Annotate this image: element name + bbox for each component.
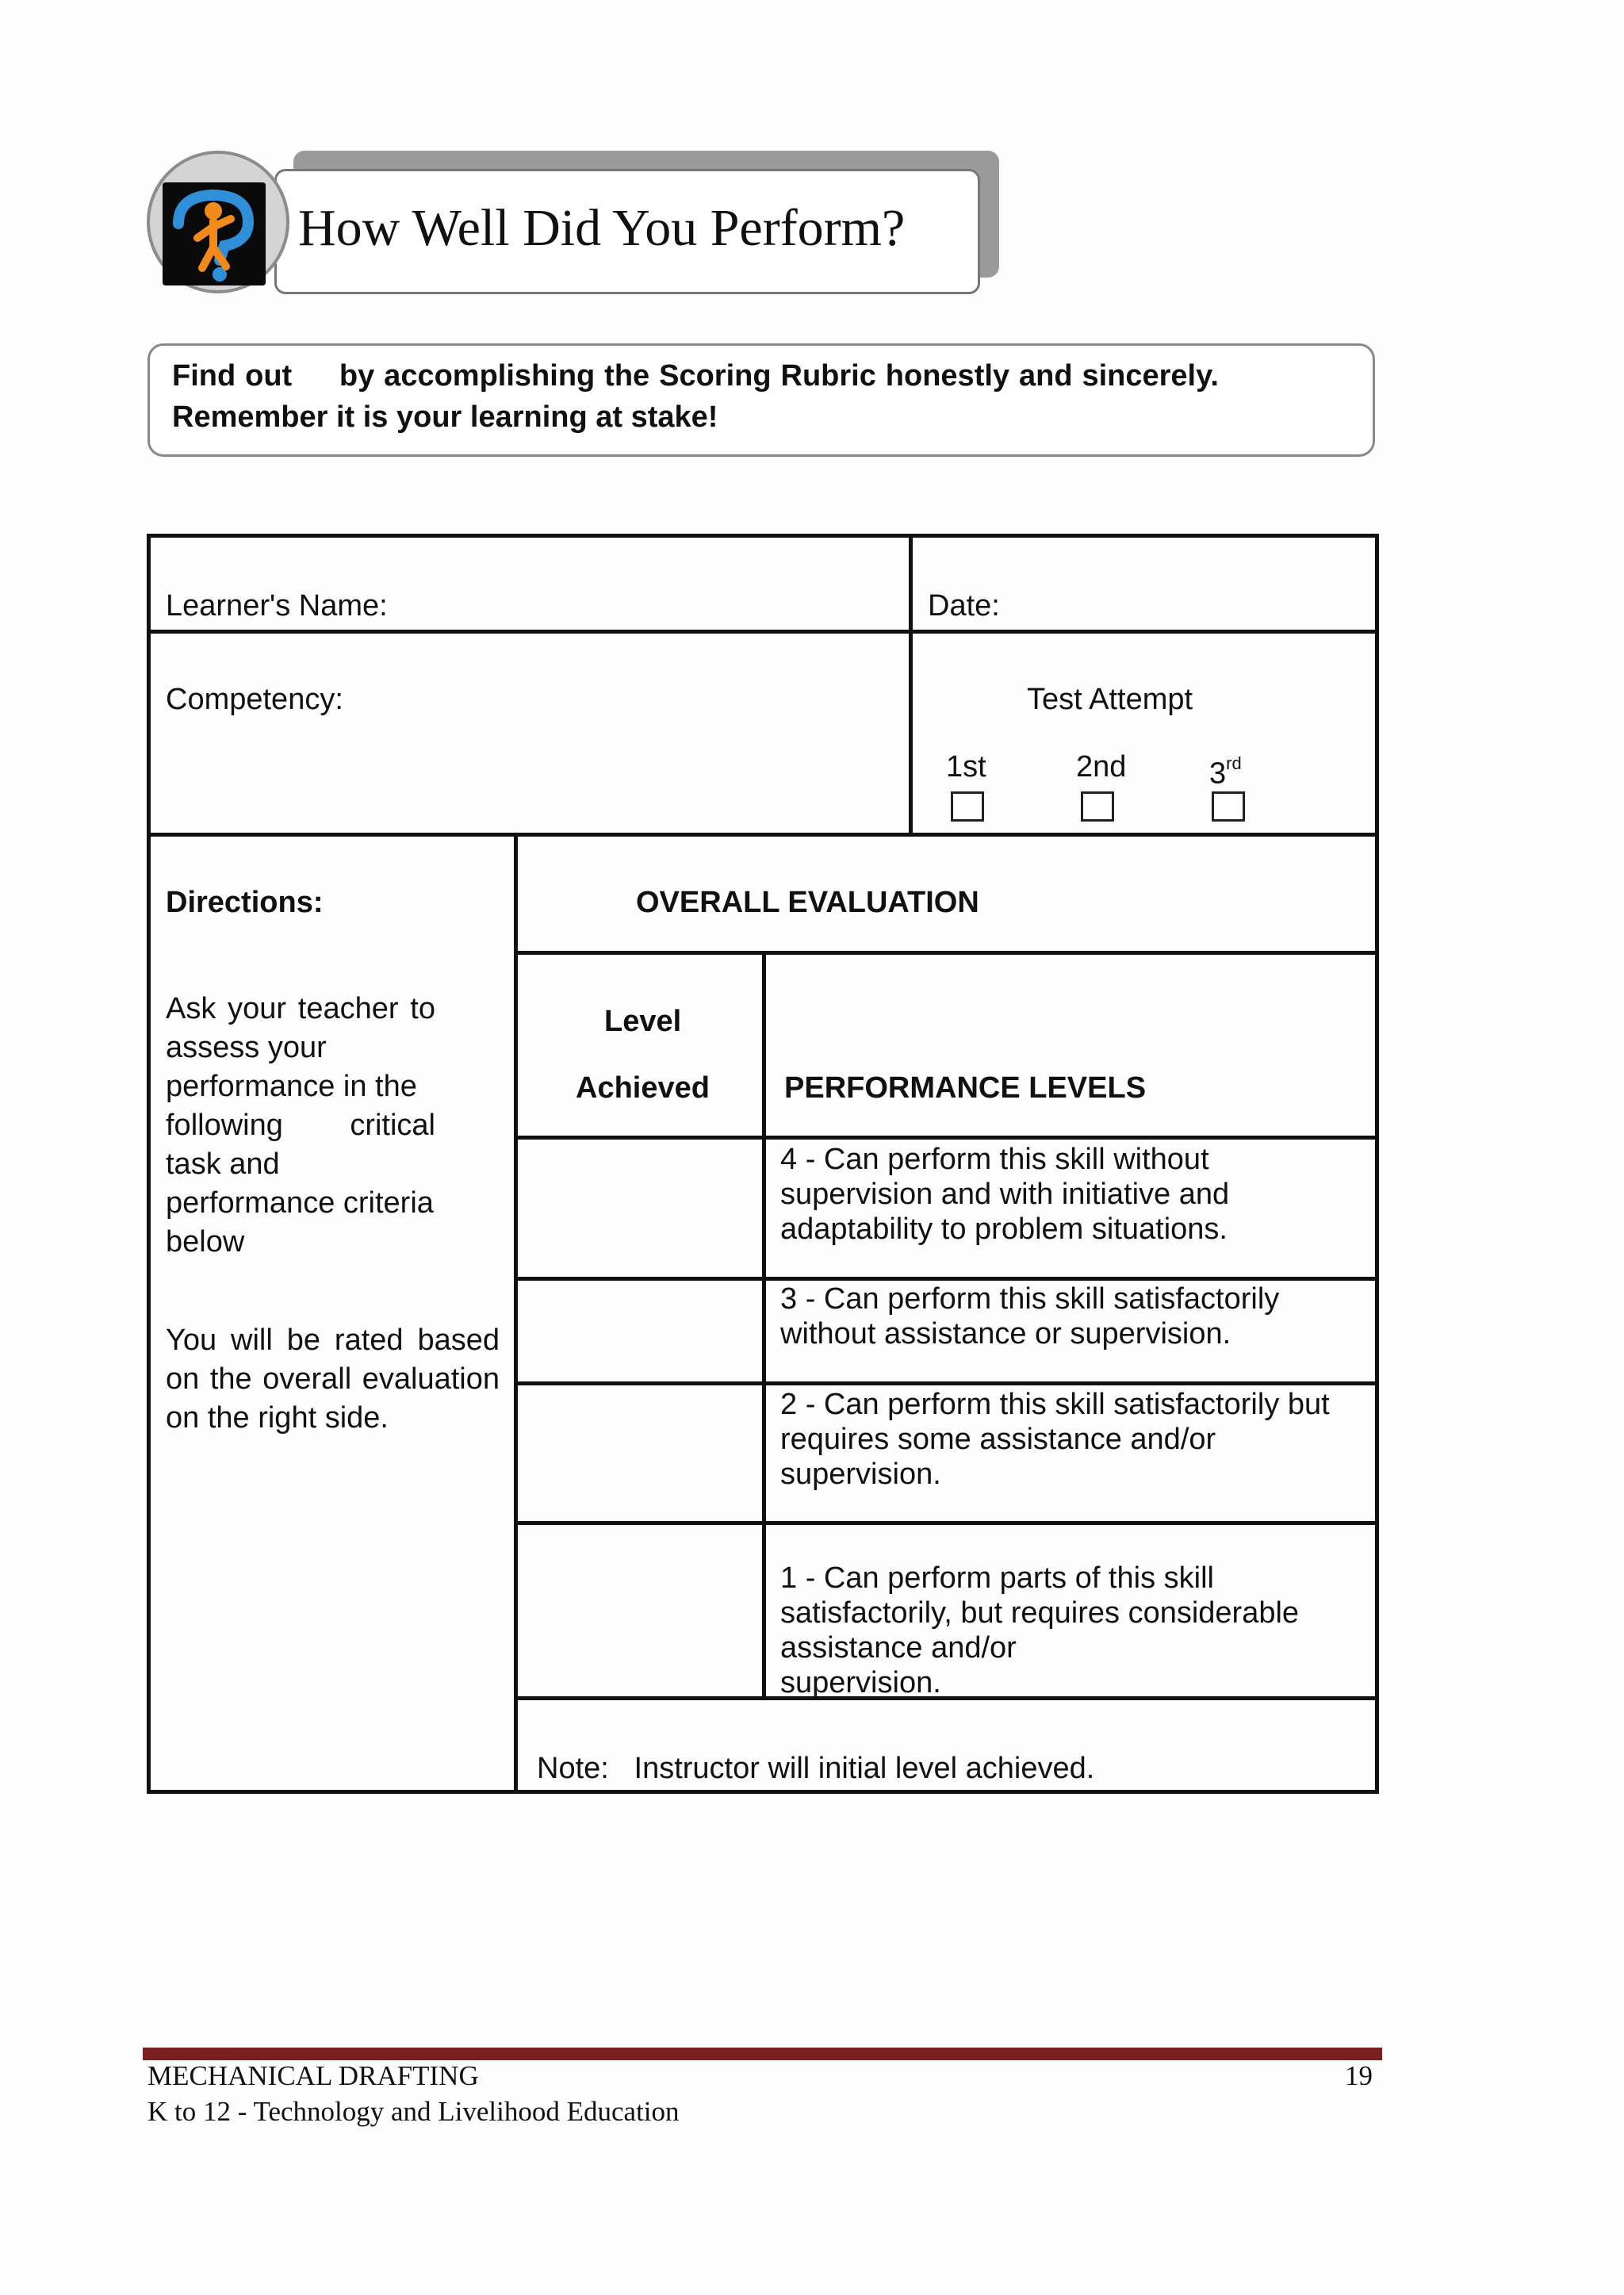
attempt-3rd-label: 3rd (1209, 753, 1242, 791)
attempt-1st-checkbox[interactable] (951, 791, 984, 822)
page-number: 19 (1345, 2060, 1373, 2091)
attempt-2nd-label: 2nd (1076, 750, 1127, 784)
instruction-line-2: Remember it is your learning at stake! (172, 400, 718, 434)
instructor-note: Note: Instructor will initial level achieved. (537, 1752, 1095, 1785)
directions-heading: Directions: (166, 886, 324, 919)
test-attempt-label: Test Attempt (1027, 683, 1193, 716)
performance-level-4: 4 - Can perform this skill without supervision and with initiative and adaptability to problem situations. (780, 1143, 1230, 1246)
attempt-3rd-checkbox[interactable] (1212, 791, 1245, 822)
attempt-2nd-checkbox[interactable] (1081, 791, 1114, 822)
learner-name-label: Learner's Name: (166, 589, 388, 623)
footer-program: K to 12 - Technology and Livelihood Education (147, 2096, 680, 2127)
level-header-line-1: Level (604, 1005, 682, 1038)
attempt-1st-label: 1st (946, 750, 986, 784)
page-title: How Well Did You Perform? (298, 199, 906, 257)
date-label: Date: (928, 589, 1000, 623)
performance-level-2: 2 - Can perform this skill satisfactorily but requires some assistance and/or supervision. (780, 1388, 1330, 1491)
overall-evaluation-title: OVERALL EVALUATION (636, 886, 979, 919)
level-header-line-2: Achieved (576, 1071, 710, 1105)
performance-level-3: 3 - Can perform this skill satisfactorily without assistance or supervision. (780, 1282, 1280, 1351)
instruction-text (172, 355, 1219, 438)
question-mark-figure-icon (163, 182, 266, 285)
footer-subject: MECHANICAL DRAFTING (147, 2060, 479, 2091)
performance-level-1: 1 - Can perform parts of this skill satisfactorily, but requires considerable assistance and/or supervision. (780, 1561, 1300, 1699)
competency-label: Competency: (166, 683, 343, 716)
instruction-line-1: Find out by accomplishing the Scoring Rubric honestly and sincerely. (172, 359, 1219, 393)
directions-paragraph-1: Ask your teacher to assess your performance in the following critical task and performance criteria below (166, 992, 435, 1259)
directions-paragraph-2: You will be rated based on the overall evaluation on the right side. (166, 1324, 500, 1435)
performance-levels-header: PERFORMANCE LEVELS (784, 1071, 1147, 1105)
